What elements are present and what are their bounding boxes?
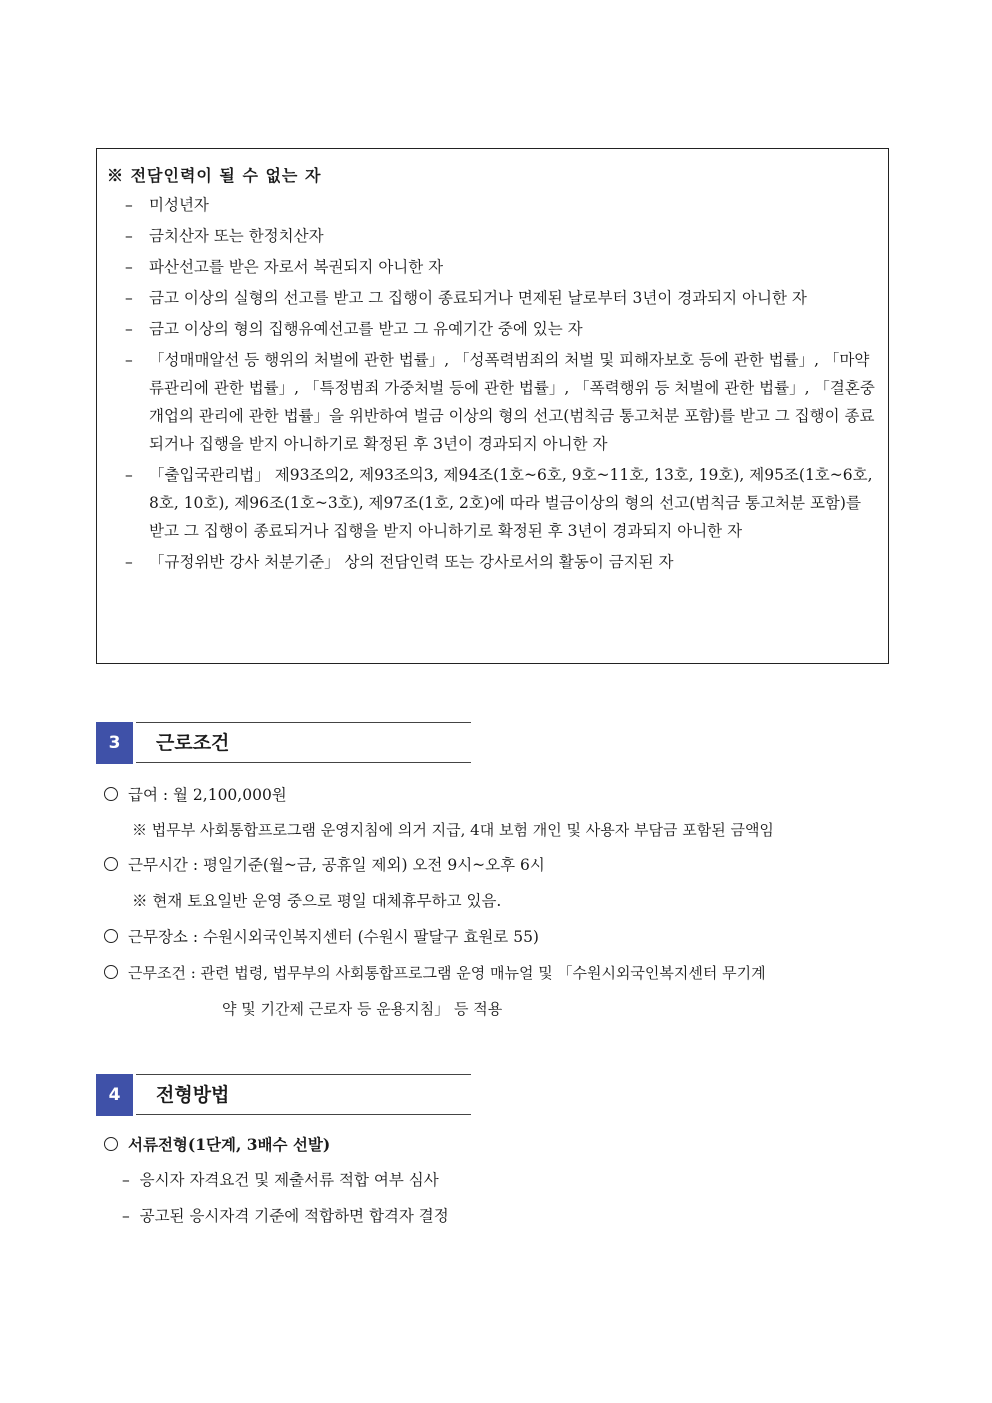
dash-bullet: – xyxy=(122,1207,130,1225)
disqualification-box xyxy=(96,148,889,664)
section-number-badge: 4 xyxy=(96,1074,133,1116)
dash-bullet: – xyxy=(125,553,133,571)
conditions-line-continued: 약 및 기간제 근로자 등 운용지침」 등 적용 xyxy=(222,1000,503,1018)
section-3-heading xyxy=(96,722,471,764)
section-title: 근로조건 xyxy=(156,732,230,754)
list-item: – 「성매매알선 등 행위의 처벌에 관한 법률」, 「성폭력범죄의 처벌 및 피해자보호 등에 관한 법률」, 「마약류관리에 관한 법률」, 「특정범죄 가중처벌 등에 관한 법률」, 「폭력행위 등 처벌에 관한 법률」, 「결혼중개업의 관리에 관한 법률」을 위반하여 벌금 이상의 형의 선고(범칙금 통고처분 포함)를 받고 그 집행이 종료되거나 집행을 받지 아니하기로 확정된 후 3년이 경과되지 아니한 자 xyxy=(97,346,888,458)
salary-note: ※ 법무부 사회통합프로그램 운영지침에 의거 지급, 4대 보험 개인 및 사용자 부담금 포함된 금액임 xyxy=(132,821,774,839)
dash-bullet: – xyxy=(122,1171,130,1189)
list-item: – 「규정위반 강사 처분기준」 상의 전담인력 또는 강사로서의 활동이 금지된 자 xyxy=(97,548,888,576)
disqualification-list xyxy=(97,191,888,579)
screening-item: – 공고된 응시자격 기준에 적합하면 합격자 결정 xyxy=(122,1207,449,1225)
document-screening-line: 서류전형(1단계, 3배수 선발) xyxy=(104,1132,330,1158)
salary-line: 급여 : 월 2,100,000원 xyxy=(104,782,287,808)
dash-bullet: – xyxy=(125,320,133,338)
list-item: – 파산선고를 받은 자로서 복권되지 아니한 자 xyxy=(97,253,888,281)
place-line: 근무장소 : 수원시외국인복지센터 (수원시 팔달구 효원로 55) xyxy=(104,924,539,950)
circle-bullet-icon xyxy=(104,787,118,801)
dash-bullet: – xyxy=(125,227,133,245)
list-item: – 금고 이상의 형의 집행유예선고를 받고 그 유예기간 중에 있는 자 xyxy=(97,315,888,343)
dash-bullet: – xyxy=(125,351,133,369)
section-title: 전형방법 xyxy=(156,1084,230,1106)
circle-bullet-icon xyxy=(104,1137,118,1151)
circle-bullet-icon xyxy=(104,857,118,871)
conditions-line: 근무조건 : 관련 법령, 법무부의 사회통합프로그램 운영 매뉴얼 및 「수원시외국인복지센터 무기계 xyxy=(104,960,766,986)
dash-bullet: – xyxy=(125,466,133,484)
list-item: – 금치산자 또는 한정치산자 xyxy=(97,222,888,250)
divider xyxy=(136,1114,471,1115)
dash-bullet: – xyxy=(125,289,133,307)
dash-bullet: – xyxy=(125,196,133,214)
screening-item: – 응시자 자격요건 및 제출서류 적합 여부 심사 xyxy=(122,1171,439,1189)
circle-bullet-icon xyxy=(104,965,118,979)
divider xyxy=(136,762,471,763)
divider xyxy=(136,1074,471,1075)
list-item: – 미성년자 xyxy=(97,191,888,219)
section-number-badge: 3 xyxy=(96,722,133,764)
list-item: – 금고 이상의 실형의 선고를 받고 그 집행이 종료되거나 면제된 날로부터 3년이 경과되지 아니한 자 xyxy=(97,284,888,312)
hours-line: 근무시간 : 평일기준(월~금, 공휴일 제외) 오전 9시~오후 6시 xyxy=(104,852,545,878)
hours-note: ※ 현재 토요일반 운영 중으로 평일 대체휴무하고 있음. xyxy=(132,892,502,910)
box-title: ※ 전담인력이 될 수 없는 자 xyxy=(107,166,322,185)
list-item: – 「출입국관리법」 제93조의2, 제93조의3, 제94조(1호~6호, 9호~11호, 13호, 19호), 제95조(1호~6호, 8호, 10호), 제96조(1호~3호), 제97조(1호, 2호)에 따라 벌금이상의 형의 선고(범칙금 통고처분 포함)를 받고 그 집행이 종료되거나 집행을 받지 아니하기로 확정된 후 3년이 경과되지 아니한 자 xyxy=(97,461,888,545)
circle-bullet-icon xyxy=(104,929,118,943)
section-4-heading xyxy=(96,1074,471,1116)
divider xyxy=(136,722,471,723)
dash-bullet: – xyxy=(125,258,133,276)
